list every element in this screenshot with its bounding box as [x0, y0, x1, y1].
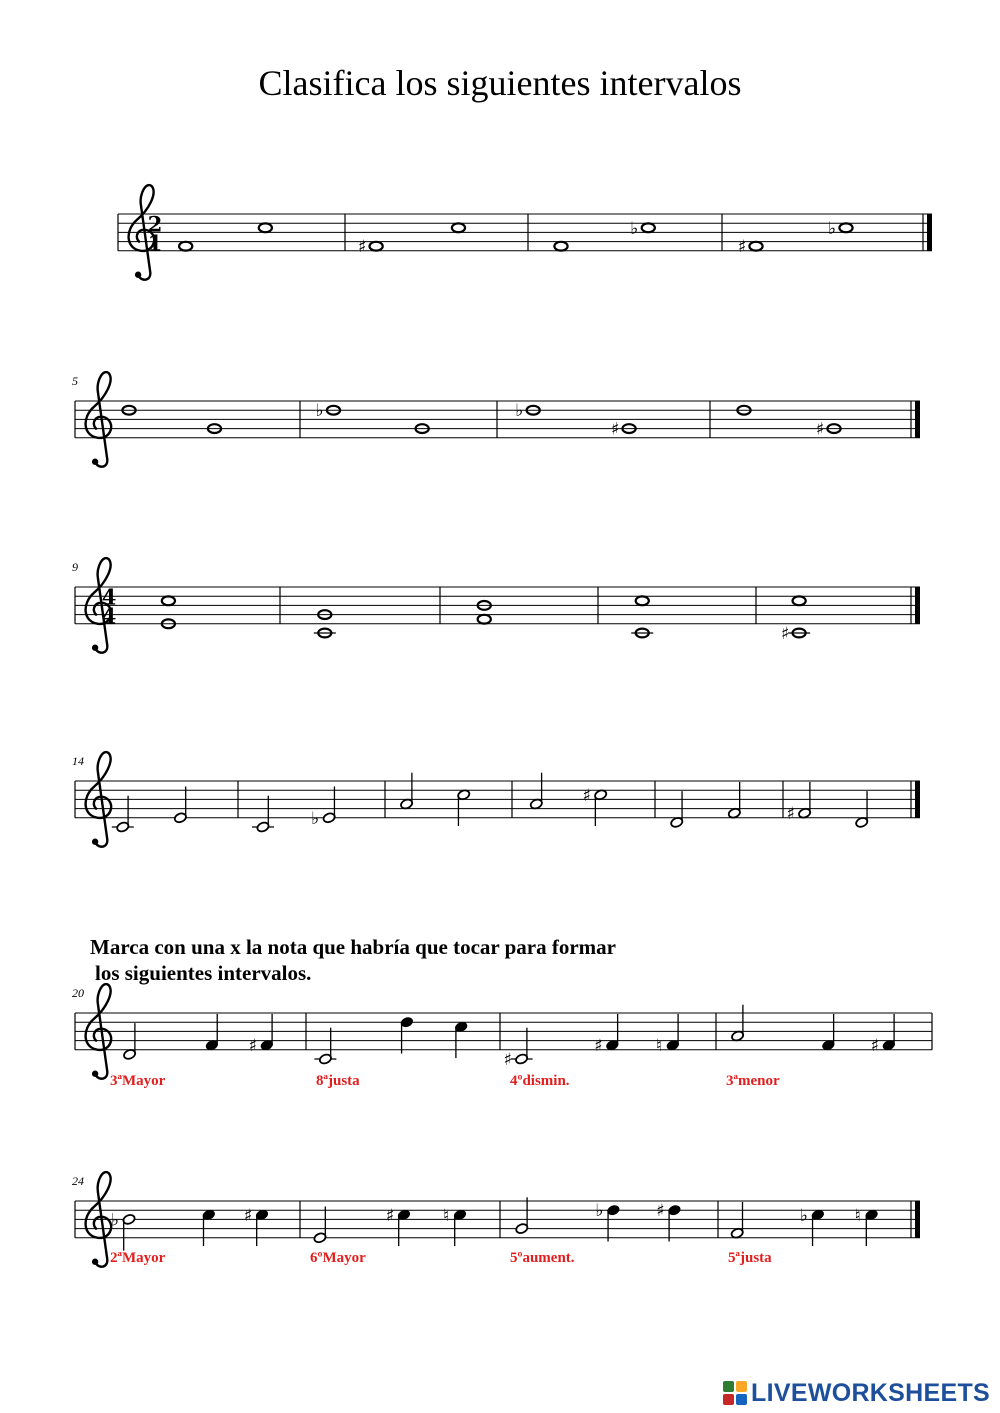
sharp-icon: ♯	[248, 1036, 257, 1057]
note-option[interactable]	[855, 1206, 879, 1246]
measure-number: 20	[72, 986, 84, 1000]
interval-label: 5ªjusta	[728, 1250, 772, 1266]
note	[503, 1028, 532, 1070]
interval-label: 4ºdismin.	[510, 1073, 570, 1089]
whole-note	[452, 223, 465, 232]
interval-label: 5ºaument.	[510, 1250, 575, 1266]
interval-label: 3ªMayor	[110, 1073, 166, 1089]
natural-icon: ♮	[655, 1036, 662, 1057]
flat-icon: ♭	[515, 401, 524, 422]
flat-icon: ♭	[799, 1205, 808, 1226]
final-barline-thick	[915, 401, 920, 438]
note	[400, 773, 414, 810]
interval-label: 6ºMayor	[310, 1250, 366, 1266]
time-signature-top: 4	[101, 584, 117, 610]
time-signature-bottom: 4	[101, 603, 117, 629]
natural-icon: ♮	[854, 1205, 861, 1226]
sharp-icon: ♯	[656, 1201, 665, 1222]
note	[515, 401, 540, 421]
note-option[interactable]	[656, 1201, 681, 1241]
sharp-icon: ♯	[594, 1036, 603, 1057]
note	[515, 1197, 529, 1234]
note	[730, 1202, 744, 1239]
note	[816, 420, 841, 440]
note	[554, 242, 567, 251]
interval-label: 2ªMayor	[110, 1250, 166, 1266]
staff-system	[72, 1172, 920, 1267]
whole-note	[162, 596, 175, 605]
logo-text: LIVEWORKSHEETS	[751, 1378, 990, 1407]
note	[112, 796, 134, 833]
final-barline-thick	[915, 781, 920, 818]
note-option[interactable]	[386, 1206, 411, 1246]
measure-number: 9	[72, 560, 78, 574]
note	[738, 237, 763, 257]
final-barline-thick	[915, 1201, 920, 1238]
treble-clef-dot	[92, 839, 98, 845]
final-barline-thick	[927, 214, 932, 251]
interval-label: 8ªjusta	[316, 1073, 360, 1089]
measure	[786, 782, 868, 828]
staff-system	[118, 185, 932, 280]
measure	[112, 787, 188, 833]
note	[529, 773, 543, 810]
sharp-icon: ♯	[503, 1050, 512, 1070]
note-option[interactable]	[595, 1201, 620, 1241]
treble-clef-dot	[92, 1259, 98, 1265]
note	[630, 219, 655, 239]
sharp-icon: ♯	[781, 624, 790, 644]
note-option[interactable]	[205, 1014, 219, 1051]
flat-icon: ♭	[315, 401, 324, 422]
note	[315, 401, 340, 421]
time-signature-top: 2	[147, 211, 163, 237]
sharp-icon: ♯	[610, 419, 620, 440]
treble-clef-dot	[92, 1071, 98, 1077]
staff-system	[72, 984, 932, 1089]
liveworksheets-logo-icon	[723, 1381, 747, 1405]
note	[313, 1207, 327, 1244]
sharp-icon: ♯	[357, 237, 367, 258]
staff-system	[72, 372, 920, 467]
note-option[interactable]	[443, 1206, 467, 1246]
whole-note	[179, 242, 192, 251]
whole-note	[370, 242, 383, 251]
note-option[interactable]	[821, 1014, 835, 1051]
staff-system	[72, 558, 920, 653]
flat-icon: ♭	[110, 1210, 120, 1231]
measure	[313, 1206, 467, 1246]
natural-icon: ♮	[442, 1205, 450, 1226]
measure	[781, 596, 810, 644]
interval-label: 3ªmenor	[726, 1073, 780, 1089]
whole-note	[749, 242, 762, 251]
note-option[interactable]	[400, 1016, 414, 1053]
flat-icon: ♭	[827, 218, 837, 239]
measure-number: 5	[72, 374, 78, 388]
measure	[515, 401, 635, 439]
measure	[252, 787, 336, 833]
note	[727, 782, 741, 819]
whole-note	[554, 242, 567, 251]
whole-note	[478, 615, 491, 624]
note-option[interactable]	[244, 1206, 269, 1246]
note-option[interactable]	[800, 1206, 825, 1246]
sharp-icon: ♯	[582, 785, 591, 806]
note	[583, 786, 608, 826]
worksheet-title: Clasifica los siguientes intervalos	[258, 63, 742, 103]
flat-icon: ♭	[311, 808, 320, 829]
note	[452, 223, 465, 232]
measure-number: 24	[72, 1174, 84, 1188]
measure-number: 14	[72, 754, 84, 768]
measure	[730, 1202, 878, 1246]
note	[259, 223, 272, 232]
treble-clef-dot	[135, 272, 141, 278]
note	[252, 796, 274, 833]
measure	[670, 782, 741, 828]
sharp-icon: ♯	[737, 237, 747, 258]
sharp-icon: ♯	[786, 804, 795, 825]
note	[173, 787, 187, 824]
whole-note	[636, 596, 649, 605]
measure	[737, 406, 840, 440]
note	[457, 789, 471, 826]
sharp-icon: ♯	[815, 419, 825, 440]
note-option[interactable]	[454, 1021, 468, 1058]
sharp-icon: ♯	[385, 1205, 395, 1226]
flat-icon: ♭	[630, 218, 639, 239]
measure	[123, 1014, 274, 1060]
staff-system	[72, 752, 920, 847]
note	[111, 1210, 136, 1250]
whole-note	[259, 223, 272, 232]
treble-clef-dot	[92, 459, 98, 465]
flat-icon: ♭	[595, 1201, 604, 1222]
note-option[interactable]	[202, 1209, 216, 1246]
measure	[738, 219, 853, 257]
note	[311, 787, 336, 829]
note	[855, 791, 869, 828]
whole-note	[839, 223, 852, 232]
measure	[478, 601, 491, 624]
sharp-icon: ♯	[870, 1036, 879, 1057]
whole-note	[793, 596, 806, 605]
instruction-line-2: los siguientes intervalos.	[95, 961, 312, 985]
note	[123, 1023, 137, 1060]
time-signature-bottom: 1	[147, 230, 163, 256]
measure	[631, 596, 653, 637]
note	[731, 1005, 745, 1042]
liveworksheets-logo	[723, 1378, 990, 1408]
measure	[358, 223, 465, 257]
final-barline-thick	[915, 587, 920, 624]
note	[314, 1028, 336, 1065]
note	[670, 791, 684, 828]
note	[828, 219, 853, 239]
instruction-line-1: Marca con una x la nota que habría que tocar para formar	[90, 935, 616, 959]
treble-clef-dot	[92, 645, 98, 651]
measure	[179, 223, 272, 250]
sharp-icon: ♯	[243, 1205, 253, 1226]
note	[611, 420, 636, 440]
note	[179, 242, 192, 251]
measure	[731, 1005, 896, 1056]
note	[358, 237, 383, 257]
whole-note	[642, 223, 655, 232]
